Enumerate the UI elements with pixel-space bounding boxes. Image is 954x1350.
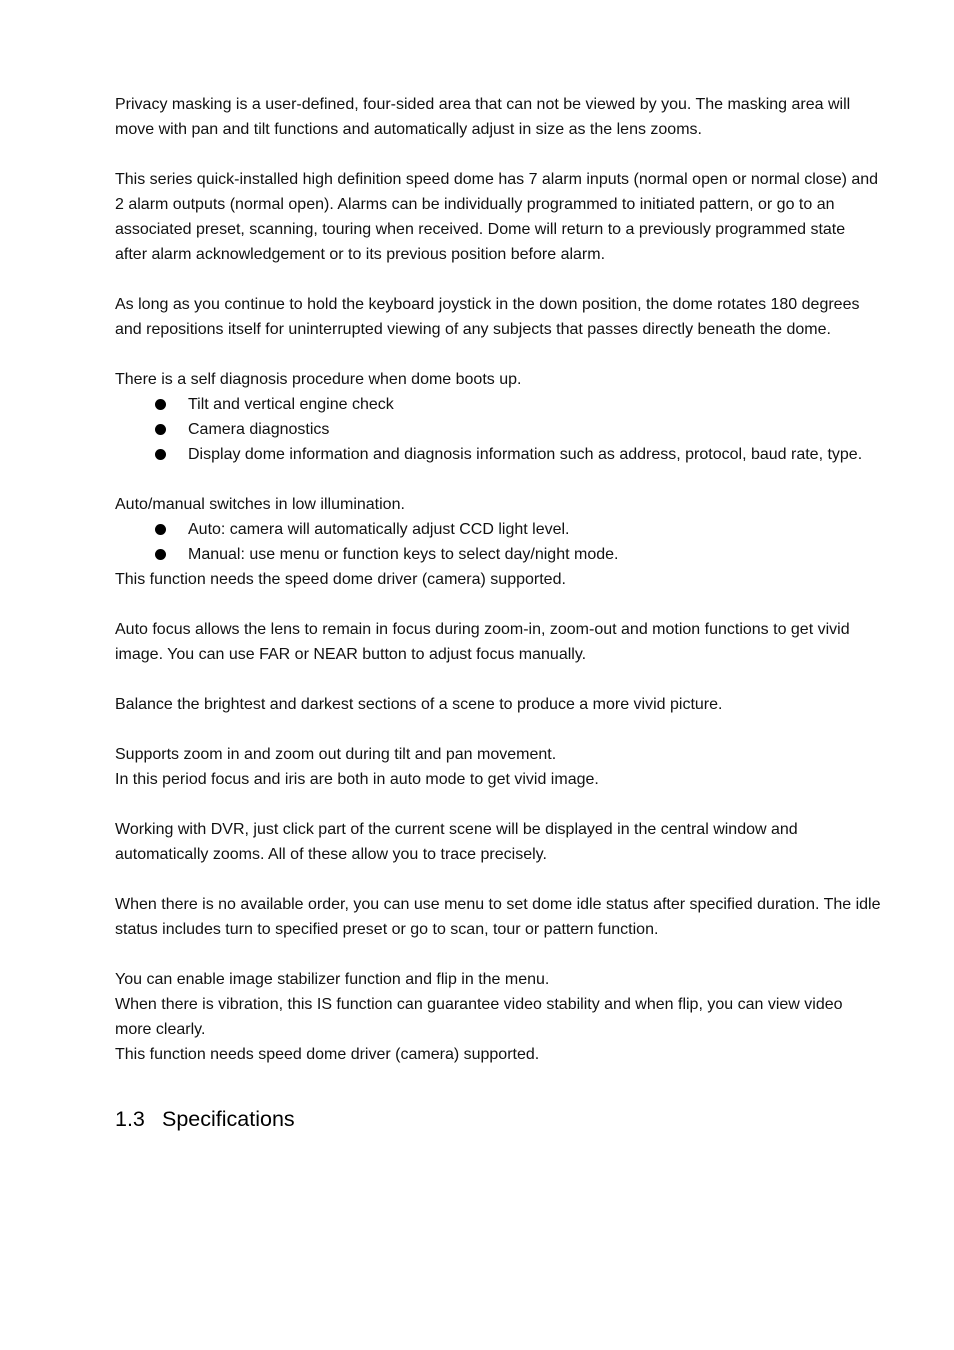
auto-focus-paragraph <box>115 617 927 667</box>
text-line: 2 alarm outputs (normal open). Alarms can be individually programmed to initiated pattern, or go to an <box>115 196 835 213</box>
day-night-list <box>115 517 927 567</box>
text-line: In this period focus and iris are both in auto mode to get vivid image. <box>115 771 599 788</box>
day-night-section <box>115 492 927 592</box>
alarm-paragraph <box>115 167 927 267</box>
section-title: Specifications <box>162 1107 295 1131</box>
text-line: after alarm acknowledgement or to its previous position before alarm. <box>115 246 606 263</box>
stabilizer-paragraph <box>115 967 927 1067</box>
text-line: status includes turn to specified preset or go to scan, tour or pattern function. <box>115 921 659 938</box>
bullet-icon <box>155 424 166 435</box>
text-line: This series quick-installed high definition speed dome has 7 alarm inputs (normal open or normal close) and <box>115 171 879 188</box>
text-line: There is a self diagnosis procedure when dome boots up. <box>115 371 522 388</box>
text-line: move with pan and tilt functions and automatically adjust in size as the lens zooms. <box>115 121 702 138</box>
document-body <box>115 92 927 1092</box>
text-line: As long as you continue to hold the keyboard joystick in the down position, the dome rotates 180 degrees <box>115 296 860 313</box>
text-line: This function needs the speed dome driver (camera) supported. <box>115 571 566 588</box>
diagnosis-list <box>115 392 927 467</box>
text-line: and repositions itself for uninterrupted viewing of any subjects that passes directly beneath the dome. <box>115 321 831 338</box>
idle-motion-paragraph <box>115 892 927 942</box>
list-item <box>115 417 927 442</box>
bullet-icon <box>155 449 166 460</box>
bullet-icon <box>155 399 166 410</box>
text-line: Auto focus allows the lens to remain in focus during zoom-in, zoom-out and motion functions to get vivid <box>115 621 850 638</box>
text-line: You can enable image stabilizer function and flip in the menu. <box>115 971 550 988</box>
text-line: This function needs speed dome driver (camera) supported. <box>115 1046 540 1063</box>
text-line: Working with DVR, just click part of the current scene will be displayed in the central window and <box>115 821 798 838</box>
zoom-paragraph <box>115 742 927 792</box>
text-line: automatically zooms. All of these allow you to trace precisely. <box>115 846 547 863</box>
privacy-masking-paragraph <box>115 92 927 142</box>
list-item-text: Auto: camera will automatically adjust CCD light level. <box>188 521 570 538</box>
text-line: Privacy masking is a user-defined, four-sided area that can not be viewed by you. The masking area will <box>115 96 851 113</box>
list-item-text: Display dome information and diagnosis information such as address, protocol, baud rate, type. <box>188 446 863 463</box>
list-item <box>115 392 927 417</box>
text-line: more clearly. <box>115 1021 206 1038</box>
list-item <box>115 442 927 467</box>
section-number: 1.3 <box>115 1107 145 1131</box>
text-line: associated preset, scanning, touring when received. Dome will return to a previously programmed state <box>115 221 846 238</box>
bullet-icon <box>155 549 166 560</box>
positioning-paragraph <box>115 817 927 867</box>
section-heading <box>115 1104 295 1134</box>
list-item <box>115 517 927 542</box>
text-line: When there is vibration, this IS function can guarantee video stability and when flip, you can view video <box>115 996 843 1013</box>
text-line: Supports zoom in and zoom out during tilt and pan movement. <box>115 746 557 763</box>
text-line: image. You can use FAR or NEAR button to adjust focus manually. <box>115 646 587 663</box>
text-line: Auto/manual switches in low illumination. <box>115 496 405 513</box>
list-item-text: Tilt and vertical engine check <box>188 396 394 413</box>
list-item <box>115 542 927 567</box>
list-item-text: Manual: use menu or function keys to select day/night mode. <box>188 546 619 563</box>
text-line: When there is no available order, you can use menu to set dome idle status after specified duration. The idle <box>115 896 881 913</box>
wdr-paragraph <box>115 692 927 717</box>
list-item-text: Camera diagnostics <box>188 421 330 438</box>
bullet-icon <box>155 524 166 535</box>
auto-flip-paragraph <box>115 292 927 342</box>
text-line: Balance the brightest and darkest sections of a scene to produce a more vivid picture. <box>115 696 723 713</box>
self-diagnosis-section <box>115 367 927 467</box>
